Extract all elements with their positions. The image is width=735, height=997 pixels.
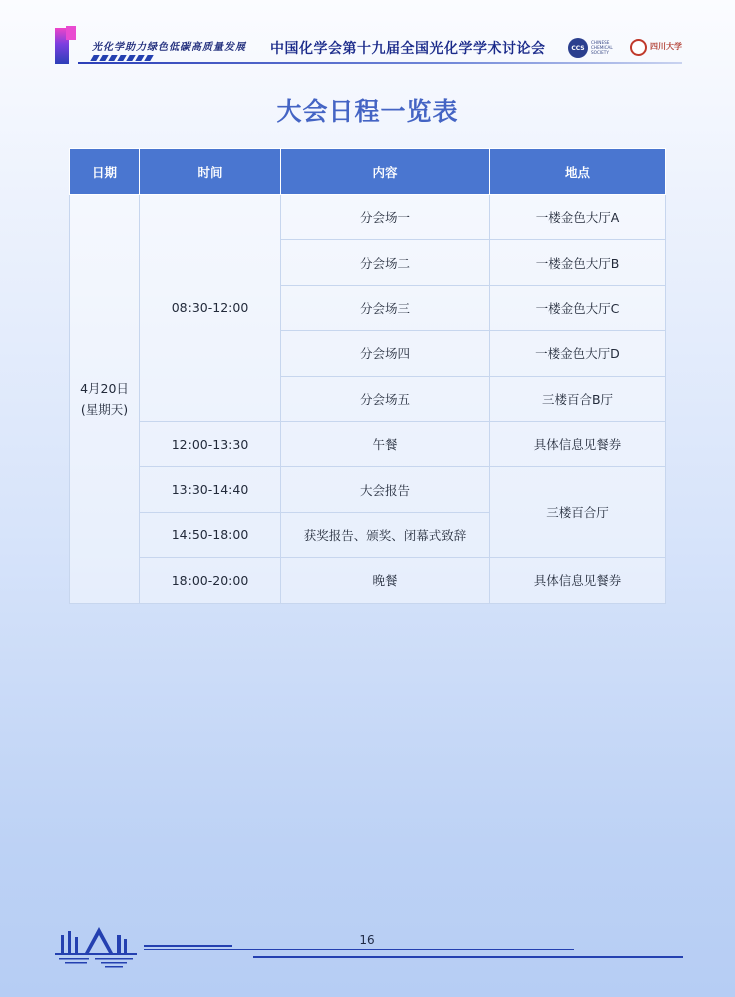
ccs-logo: CCS — [568, 38, 588, 58]
content-cell: 分会场四 — [281, 331, 490, 376]
footer-divider — [144, 945, 232, 947]
header-time: 时间 — [140, 149, 281, 195]
content-cell: 大会报告 — [281, 467, 490, 512]
header-location: 地点 — [490, 149, 666, 195]
time-cell: 13:30-14:40 — [140, 467, 281, 512]
content-cell: 晚餐 — [281, 558, 490, 603]
time-cell: 18:00-20:00 — [140, 558, 281, 603]
page-number: 16 — [359, 933, 375, 947]
header-date: 日期 — [70, 149, 140, 195]
date-label: 4月20日 — [80, 380, 129, 396]
scu-seal-icon — [630, 39, 647, 56]
location-cell: 具体信息见餐券 — [490, 421, 666, 466]
page-title: 大会日程一览表 — [276, 97, 459, 126]
table-row — [70, 467, 666, 512]
table-row — [70, 195, 666, 240]
content-cell: 分会场二 — [281, 240, 490, 285]
city-skyline-icon — [55, 925, 140, 974]
time-cell: 12:00-13:30 — [140, 421, 281, 466]
content-cell: 分会场五 — [281, 376, 490, 421]
table-row — [70, 421, 666, 466]
location-cell: 一楼金色大厅C — [490, 285, 666, 330]
scu-name: 四川大学 — [650, 41, 682, 51]
page-header — [0, 0, 735, 70]
date-cell — [70, 195, 140, 604]
header-divider — [78, 62, 682, 64]
footer-divider — [253, 956, 683, 958]
content-cell: 分会场一 — [281, 195, 490, 240]
table-header-row — [70, 149, 666, 195]
table-row — [70, 558, 666, 603]
schedule-table — [69, 148, 666, 604]
location-cell: 一楼金色大厅D — [490, 331, 666, 376]
conference-title: 中国化学会第十九届全国光化学学术讨论会 — [270, 41, 546, 57]
content-cell: 午餐 — [281, 421, 490, 466]
header-slash-decoration — [92, 55, 152, 61]
location-cell: 具体信息见餐券 — [490, 558, 666, 603]
content-cell: 分会场三 — [281, 285, 490, 330]
ccs-name: CHINESE CHEMICAL SOCIETY — [591, 40, 613, 55]
location-cell: 三楼百合B厅 — [490, 376, 666, 421]
location-cell: 三楼百合厅 — [490, 467, 666, 558]
header-slogan: 光化学助力绿色低碳高质量发展 — [92, 42, 246, 53]
footer-divider — [144, 949, 574, 950]
location-cell: 一楼金色大厅B — [490, 240, 666, 285]
time-cell: 14:50-18:00 — [140, 512, 281, 557]
content-cell: 获奖报告、颁奖、闭幕式致辞 — [281, 512, 490, 557]
time-cell: 08:30-12:00 — [140, 195, 281, 422]
header-accent-square — [66, 26, 76, 40]
weekday-label: (星期天) — [80, 401, 129, 417]
location-cell: 一楼金色大厅A — [490, 195, 666, 240]
header-content: 内容 — [281, 149, 490, 195]
